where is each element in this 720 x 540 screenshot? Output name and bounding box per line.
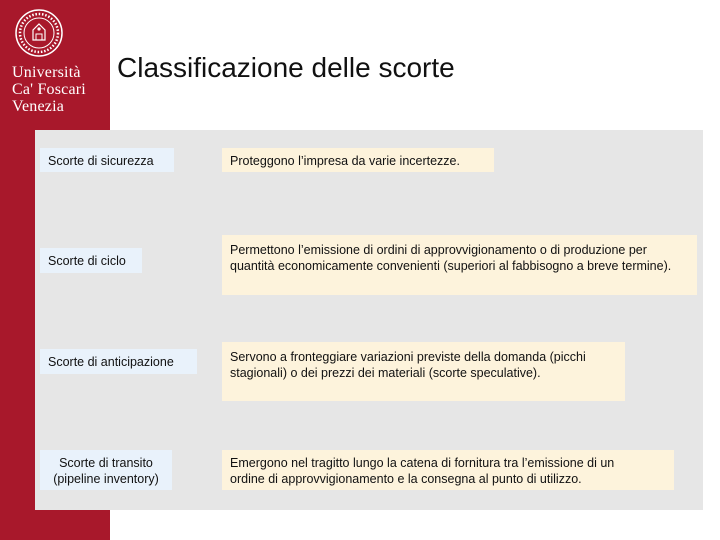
label-scorte-di-anticipazione [40, 349, 197, 374]
description-line: Emergono nel tragitto lungo la catena di fornitura tra l’emissione di un [230, 456, 615, 470]
label-line: Scorte di transito [59, 456, 153, 470]
label-line: Scorte di anticipazione [48, 355, 174, 369]
content-panel [35, 130, 703, 510]
brand-line-2: Ca' Foscari [12, 81, 86, 98]
university-seal-icon [14, 8, 64, 58]
description-line: stagionali) o dei prezzi dei materiali (scorte speculative). [230, 366, 541, 380]
description-line: ordine di approvvigionamento e la consegna al punto di utilizzo. [230, 472, 582, 486]
brand-line-1: Università [12, 64, 81, 81]
description-line: Servono a fronteggiare variazioni previste della domanda (picchi [230, 350, 586, 364]
description-scorte-di-sicurezza [222, 148, 494, 172]
description-line: quantità economicamente convenienti (superiori al fabbisogno a breve termine). [230, 259, 672, 273]
description-scorte-di-ciclo [222, 235, 697, 295]
label-scorte-di-ciclo [40, 248, 142, 273]
university-logo-text [12, 64, 108, 115]
description-scorte-di-anticipazione [222, 342, 625, 401]
label-scorte-di-transito [40, 450, 172, 490]
brand-line-3: Venezia [12, 98, 65, 115]
description-line: Proteggono l’impresa da varie incertezze. [230, 154, 460, 168]
label-line: Scorte di sicurezza [48, 154, 154, 168]
label-line: Scorte di ciclo [48, 254, 126, 268]
description-scorte-di-transito [222, 450, 674, 490]
label-line: (pipeline inventory) [53, 472, 159, 486]
description-line: Permettono l’emissione di ordini di approvvigionamento o di produzione per [230, 243, 647, 257]
label-scorte-di-sicurezza [40, 148, 174, 172]
slide-title: Classificazione delle scorte [117, 52, 455, 83]
